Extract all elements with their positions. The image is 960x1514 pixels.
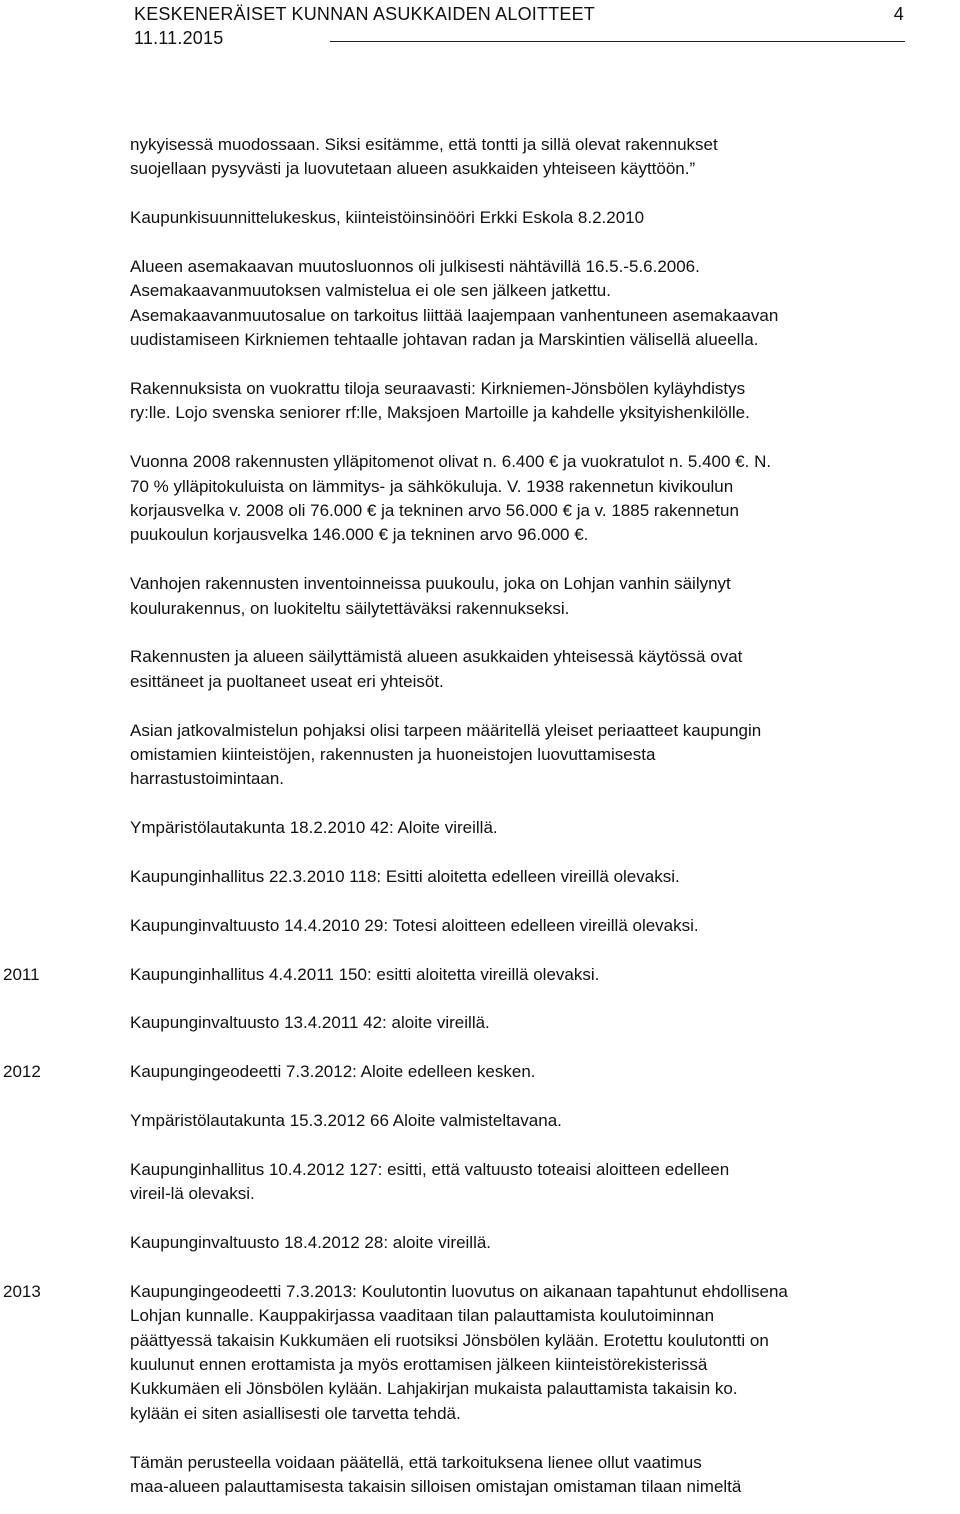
text-line: esittäneet ja puoltaneet useat eri yhteisöt. — [130, 671, 444, 691]
paragraph-author — [130, 206, 930, 230]
document-date: 11.11.2015 — [134, 28, 224, 48]
page-number: 4 — [893, 4, 904, 24]
page-header — [134, 2, 904, 50]
paragraph-support — [130, 645, 930, 694]
text-line: Vuonna 2008 rakennusten ylläpitomenot olivat n. 6.400 € ja vuokratulot n. 5.400 €. N. — [130, 452, 772, 472]
text-line: Kaupungingeodeetti 7.3.2012: Aloite edelleen kesken. — [130, 1062, 536, 1082]
text-line: kuulunut ennen erottamista ja myös erottamisen jälkeen kiinteistörekisterissä — [130, 1355, 708, 1375]
text-line: ry:lle. Lojo svenska seniorer rf:lle, Maksjoen Martoille ja kahdelle yksityishenkilölle. — [130, 403, 750, 423]
decision-2011-kv — [130, 1011, 930, 1035]
document-body — [3, 133, 930, 1499]
decision-2012-ymparisto — [130, 1109, 930, 1133]
header-row — [134, 2, 904, 26]
text-line: Asian jatkovalmistelun pohjaksi olisi tarpeen määritellä yleiset periaatteet kaupungin — [130, 720, 762, 740]
text-line: uudistamiseen Kirkniemen tehtaalle johtavan radan ja Marskintien välisellä alueella. — [130, 330, 759, 350]
paragraph-quote-end — [130, 133, 930, 182]
decision-2010-kh — [130, 865, 930, 889]
paragraph-inventory — [130, 572, 930, 621]
paragraph-costs — [130, 450, 930, 548]
text-line: suojellaan pysyvästi ja luovutetaan alueen asukkaiden yhteiseen käyttöön.” — [130, 159, 696, 179]
text-line: Kaupunkisuunnittelukeskus, kiinteistöinsinööri Erkki Eskola 8.2.2010 — [130, 208, 645, 228]
decision-2012-kv — [130, 1231, 930, 1255]
text-line: kylään ei siten asiallisesti ole tarvetta tehdä. — [130, 1403, 461, 1423]
paragraph-principles — [130, 719, 930, 792]
text-line: Kaupunginvaltuusto 14.4.2010 29: Totesi aloitteen edelleen vireillä olevaksi. — [130, 915, 699, 935]
text-line: Tämän perusteella voidaan päätellä, että tarkoituksena lienee ollut vaatimus — [130, 1452, 702, 1472]
document-title: KESKENERÄISET KUNNAN ASUKKAIDEN ALOITTEET — [134, 4, 595, 24]
text-line: Kaupunginhallitus 22.3.2010 118: Esitti aloitetta edelleen vireillä olevaksi. — [130, 867, 680, 887]
decision-2011-kh — [3, 963, 930, 987]
decision-2013-geodeetti — [3, 1280, 930, 1426]
text-line: Asemakaavanmuutosalue on tarkoitus liittää laajempaan vanhentuneen asemakaavan — [130, 305, 779, 325]
text-line: Kaupunginhallitus 4.4.2011 150: esitti aloitetta vireillä olevaksi. — [130, 964, 600, 984]
text-line: nykyisessä muodossaan. Siksi esitämme, että tontti ja sillä olevat rakennukset — [130, 135, 718, 154]
text-line: Kukkumäen eli Jönsbölen kylään. Lahjakirjan mukaista palauttamista takaisin ko. — [130, 1379, 738, 1399]
text-line: Asemakaavanmuutoksen valmistelua ei ole sen jälkeen jatkettu. — [130, 281, 611, 301]
text-line: 70 % ylläpitokuluista on lämmitys- ja sähkökuluja. V. 1938 rakennetun kivikoulun — [130, 476, 734, 496]
paragraph-tenants — [130, 377, 930, 426]
text-line: koulurakennus, on luokiteltu säilytettäväksi rakennukseksi. — [130, 598, 570, 618]
paragraph-conclusion — [130, 1451, 930, 1500]
text-line: Kaupunginvaltuusto 13.4.2011 42: aloite vireillä. — [130, 1013, 490, 1033]
year-label: 2011 — [3, 964, 40, 984]
text-line: maa-alueen palauttamisesta takaisin silloisen omistajan omistaman tilaan nimeltä — [130, 1477, 742, 1497]
text-line: omistamien kiinteistöjen, rakennusten ja huoneistojen luovuttamisesta — [130, 745, 656, 765]
text-line: Lohjan kunnalle. Kauppakirjassa vaaditaan tilan palauttamista koulutoiminnan — [130, 1306, 715, 1326]
text-line: Rakennuksista on vuokrattu tiloja seuraavasti: Kirkniemen-Jönsbölen kyläyhdistys — [130, 379, 746, 399]
text-line: päättyessä takaisin Kukkumäen eli ruotsiksi Jönsbölen kylään. Erotettu koulutontti on — [130, 1330, 769, 1350]
text-line: Ympäristölautakunta 18.2.2010 42: Aloite vireillä. — [130, 818, 498, 838]
text-line: Alueen asemakaavan muutosluonnos oli julkisesti nähtävillä 16.5.-5.6.2006. — [130, 257, 700, 276]
text-line: Kaupunginvaltuusto 18.4.2012 28: aloite vireillä. — [130, 1233, 492, 1253]
header-rule — [330, 41, 905, 42]
paragraph-plan-status — [130, 255, 930, 353]
year-label: 2013 — [3, 1281, 41, 1301]
text-line: korjausvelka v. 2008 oli 76.000 € ja tekninen arvo 56.000 € ja v. 1885 rakennetun — [130, 501, 739, 521]
text-line: harrastustoimintaan. — [130, 769, 285, 789]
decision-2010-ymparisto — [130, 816, 930, 840]
text-line: Ympäristölautakunta 15.3.2012 66 Aloite valmisteltavana. — [130, 1111, 562, 1131]
text-line: vireil-lä olevaksi. — [130, 1184, 255, 1204]
decision-2012-geodeetti — [3, 1060, 930, 1084]
decision-2010-kv — [130, 914, 930, 938]
text-line: Kaupungingeodeetti 7.3.2013: Koulutontin luovutus on aikanaan tapahtunut ehdollisena — [130, 1281, 788, 1301]
year-label: 2012 — [3, 1062, 41, 1082]
text-line: Vanhojen rakennusten inventoinneissa puukoulu, joka on Lohjan vanhin säilynyt — [130, 574, 731, 594]
text-line: puukoulun korjausvelka 146.000 € ja tekninen arvo 96.000 €. — [130, 525, 589, 545]
text-line: Kaupunginhallitus 10.4.2012 127: esitti, että valtuusto toteaisi aloitteen edelleen — [130, 1159, 730, 1179]
decision-2012-kh — [130, 1158, 930, 1207]
text-line: Rakennusten ja alueen säilyttämistä alueen asukkaiden yhteisessä käytössä ovat — [130, 647, 743, 667]
